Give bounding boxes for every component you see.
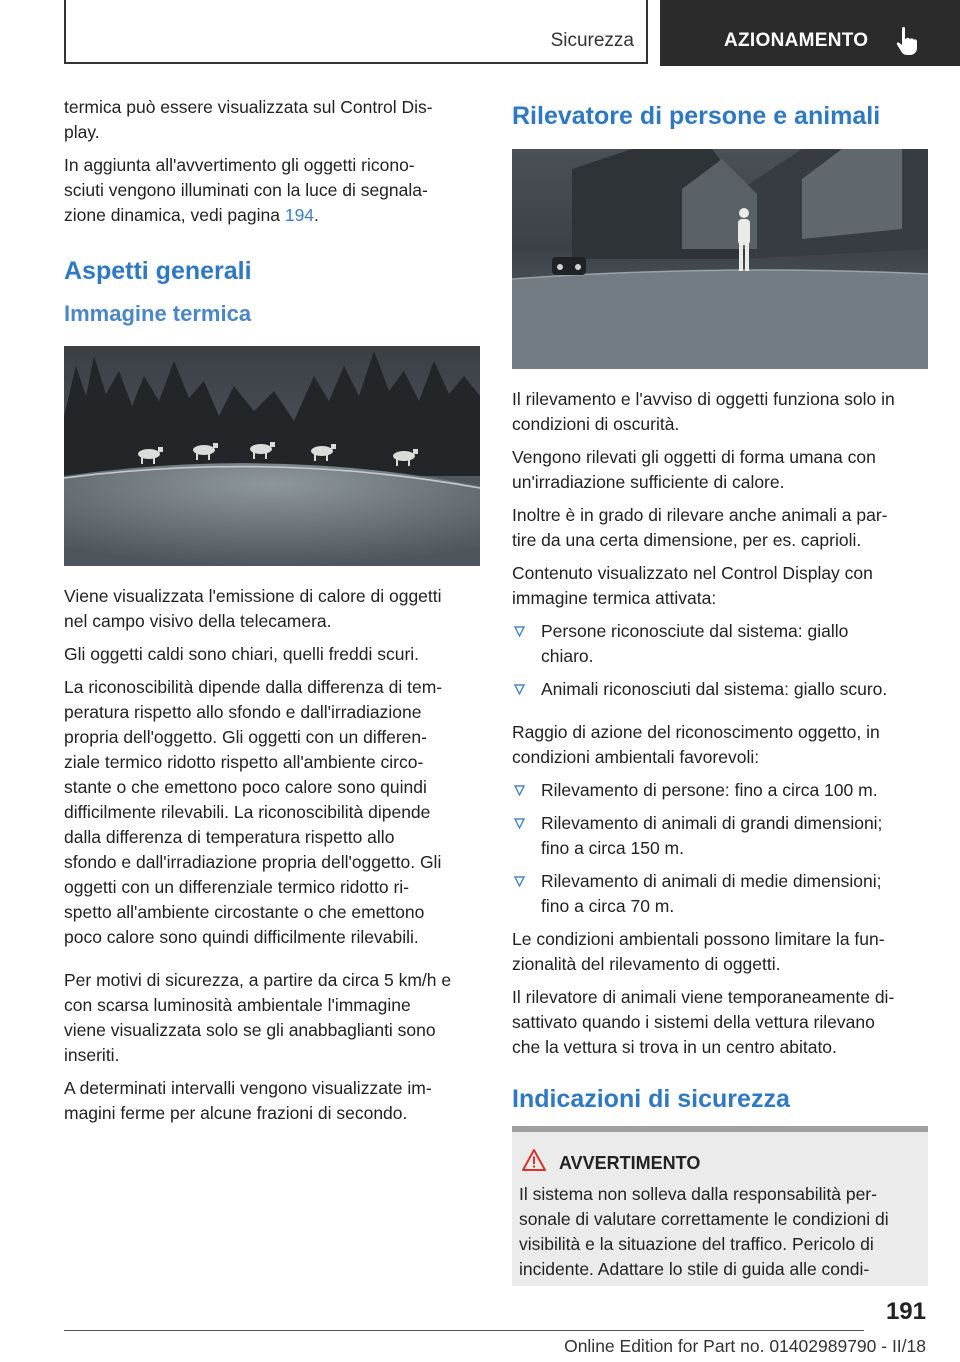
text-line: sciuti vengono illuminati con la luce di segnala-: [64, 180, 428, 200]
text-line: zione dinamica, vedi pagina: [64, 205, 285, 225]
text-line: inseriti.: [64, 1045, 120, 1065]
text-line: dalla differenza di temperatura rispetto allo: [64, 827, 395, 847]
text-line: chiaro.: [541, 646, 594, 666]
text-line: sfondo e dall'irradiazione propria dell'oggetto. Gli: [64, 852, 442, 872]
heading-aspetti-generali: Aspetti generali: [64, 257, 252, 285]
text-line: A determinati intervalli vengono visualizzate im-: [64, 1078, 432, 1098]
triangle-bullet-icon: [514, 785, 525, 796]
header-chapter-label: AZIONAMENTO: [724, 30, 869, 51]
page-reference-link[interactable]: 194: [284, 205, 315, 225]
intro-paragraph-2: [64, 153, 480, 228]
text-line: Rilevamento di persone: fino a circa 100 m.: [541, 780, 878, 800]
paragraph-still-images: [64, 1076, 480, 1126]
text-line: sonale di valutare correttamente le condizioni di: [519, 1209, 889, 1229]
triangle-bullet-icon: [514, 684, 525, 695]
text-line: Raggio di azione del riconoscimento oggetto, in: [512, 722, 880, 742]
text-line: Rilevamento di animali di grandi dimensioni;: [541, 813, 883, 833]
heading-indicazioni-sicurezza: Indicazioni di sicurezza: [512, 1085, 790, 1113]
text-line: incidente. Adattare lo stile di guida alle condi-: [519, 1259, 870, 1279]
subheading-immagine-termica: Immagine termica: [64, 301, 252, 326]
text-line: propria dell'oggetto. Gli oggetti con un differen-: [64, 727, 427, 747]
text-line: con scarsa luminosità ambientale l'immagine: [64, 995, 411, 1015]
warning-text: [519, 1182, 921, 1282]
paragraph-animal-deactivation: [512, 985, 928, 1060]
left-column: [64, 95, 480, 1134]
hand-pointer-icon: [894, 26, 920, 56]
footer-edition: Online Edition for Part no. 01402989790 - II/18: [564, 1336, 926, 1356]
text-line: Il rilevamento e l'avviso di oggetti funziona solo in: [512, 389, 895, 409]
paragraph-emission: [64, 584, 480, 634]
text-line: condizioni ambientali favorevoli:: [512, 747, 760, 767]
text-line: immagine termica attivata:: [512, 588, 717, 608]
header-chapter-tab: [660, 0, 960, 66]
text-line: poco calore sono quindi difficilmente rilevabili.: [64, 927, 419, 947]
heading-rilevatore: Rilevatore di persone e animali: [512, 102, 881, 130]
text-line: fino a circa 150 m.: [541, 838, 684, 858]
text-line: difficilmente rilevabili. La riconoscibilità dipende: [64, 802, 431, 822]
list-item: [512, 778, 928, 803]
text-line: oggetti con un differenziale termico ridotto ri-: [64, 877, 409, 897]
header-section-frame: [64, 0, 648, 64]
footer-divider: [64, 1330, 864, 1331]
text-line: La riconoscibilità dipende dalla differenza di tem-: [64, 677, 443, 697]
text-line: Persone riconosciute dal sistema: giallo: [541, 621, 849, 641]
text-line: zionalità del rilevamento di oggetti.: [512, 954, 781, 974]
text-line: Inoltre è in grado di rilevare anche animali a par-: [512, 505, 888, 525]
text-line: tire da una certa dimensione, per es. caprioli.: [512, 530, 862, 550]
text-line: sattivato quando i sistemi della vettura rilevano: [512, 1012, 875, 1032]
paragraph-safety-speed: [64, 968, 480, 1068]
list-detection-range: [512, 778, 928, 919]
text-line: spetto all'ambiente circostante o che emettono: [64, 902, 425, 922]
warning-triangle-icon: [521, 1148, 547, 1172]
text-line: un'irradiazione sufficiente di calore.: [512, 472, 785, 492]
text-line: Il rilevatore di animali viene temporaneamente di-: [512, 987, 895, 1007]
paragraph-darkness: [512, 387, 928, 437]
thermal-image-animals: [64, 346, 480, 566]
text-line: nel campo visivo della telecamera.: [64, 611, 332, 631]
text-line: In aggiunta all'avvertimento gli oggetti ricono-: [64, 155, 415, 175]
text-line: .: [314, 205, 319, 225]
text-line: magini ferme per alcune frazioni di secondo.: [64, 1103, 408, 1123]
list-item: [512, 811, 928, 861]
text-line: Vengono rilevati gli oggetti di forma umana con: [512, 447, 876, 467]
list-item: [512, 677, 928, 702]
text-line: visibilità e la situazione del traffico. Pericolo di: [519, 1234, 874, 1254]
text-line: Le condizioni ambientali possono limitare la fun-: [512, 929, 885, 949]
text-line: Rilevamento di animali di medie dimensioni;: [541, 871, 882, 891]
text-line: peratura rispetto allo sfondo e dall'irradiazione: [64, 702, 422, 722]
text-line: fino a circa 70 m.: [541, 896, 675, 916]
warning-title: [519, 1150, 921, 1176]
list-display-colors: [512, 619, 928, 702]
paragraph-animals: [512, 503, 928, 553]
thermal-image-person: [512, 149, 928, 369]
header-section-title: Sicurezza: [550, 30, 634, 51]
list-item: [512, 869, 928, 919]
triangle-bullet-icon: [514, 876, 525, 887]
text-line: Contenuto visualizzato nel Control Display con: [512, 563, 873, 583]
text-line: play.: [64, 122, 100, 142]
intro-paragraph-1: [64, 95, 480, 145]
text-line: Animali riconosciuti dal sistema: giallo scuro.: [541, 679, 888, 699]
paragraph-conditions-limit: [512, 927, 928, 977]
triangle-bullet-icon: [514, 818, 525, 829]
paragraph-hot-cold: Gli oggetti caldi sono chiari, quelli freddi scuri.: [64, 644, 420, 664]
text-line: Per motivi di sicurezza, a partire da circa 5 km/h e: [64, 970, 452, 990]
text-line: viene visualizzata solo se gli anabbaglianti sono: [64, 1020, 436, 1040]
paragraph-range: [512, 720, 928, 770]
warning-title-text: AVVERTIMENTO: [559, 1153, 701, 1173]
text-line: Il sistema non solleva dalla responsabilità per-: [519, 1184, 877, 1204]
triangle-bullet-icon: [514, 626, 525, 637]
right-column: [512, 95, 928, 1286]
text-line: stante o che emettono poco calore sono quindi: [64, 777, 427, 797]
text-line: Viene visualizzata l'emissione di calore di oggetti: [64, 586, 442, 606]
warning-box: [512, 1126, 928, 1286]
paragraph-display-content: [512, 561, 928, 611]
paragraph-recognizability: [64, 675, 480, 950]
list-item: [512, 619, 928, 669]
text-line: termica può essere visualizzata sul Control Dis-: [64, 97, 433, 117]
text-line: che la vettura si trova in un centro abitato.: [512, 1037, 837, 1057]
text-line: ziale termico ridotto rispetto all'ambiente circo-: [64, 752, 424, 772]
text-line: condizioni di oscurità.: [512, 414, 680, 434]
page-number: 191: [885, 1298, 926, 1325]
paragraph-human-objects: [512, 445, 928, 495]
